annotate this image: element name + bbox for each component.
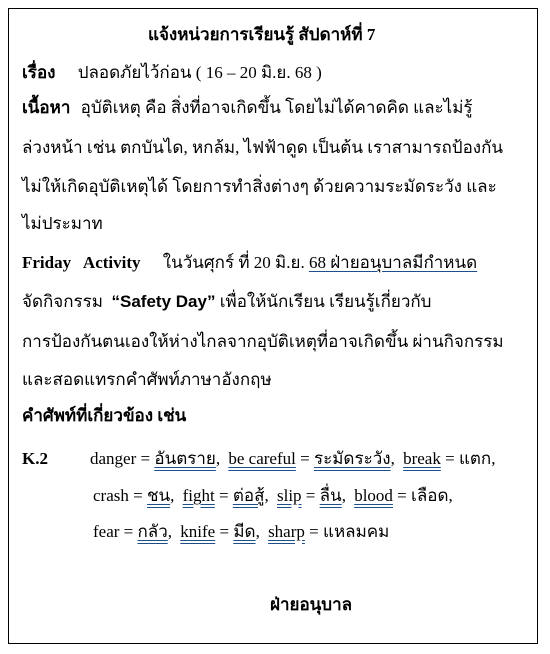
vocab-level: K.2 bbox=[22, 449, 48, 468]
vocab-th: ต่อสู้ bbox=[232, 486, 265, 505]
vocab-en: break bbox=[403, 449, 441, 468]
friday-line-4: และสอดแทรกคำศัพท์ภาษาอังกฤษ bbox=[22, 370, 272, 389]
friday-line-1 bbox=[22, 252, 477, 274]
signature: ฝ่ายอนุบาล bbox=[270, 595, 353, 614]
content-line-4: ไม่ประมาท bbox=[22, 214, 103, 233]
vocab-row-2: crash = ชน, fight = ต่อสู้, slip = ลื่น, blood = เลือด, bbox=[93, 486, 453, 505]
friday-intro: ในวันศุกร์ ที่ 20 มิ.ย. bbox=[162, 253, 309, 272]
vocab-th: แหลมคม bbox=[322, 522, 390, 541]
vocab-row-3: fear = กลัว, knife = มีด, sharp = แหลมคม bbox=[93, 522, 390, 541]
content-line-2: ล่วงหน้า เช่น ตกบันได, หกล้ม, ไฟฟ้าดูด เป็นต้น เราสามารถป้องกัน bbox=[22, 138, 503, 157]
vocab-en: slip bbox=[276, 486, 302, 505]
content-label: เนื้อหา bbox=[22, 98, 71, 117]
friday-line2-post: เพื่อให้นักเรียน เรียนรู้เกี่ยวกับ bbox=[215, 292, 432, 311]
vocab-en: be careful bbox=[228, 449, 296, 468]
topic-label: เรื่อง bbox=[22, 63, 56, 82]
friday-line2-pre: จัดกิจกรรม bbox=[22, 292, 112, 311]
vocab-th: ระมัดระวัง bbox=[313, 449, 391, 468]
vocab-th: เลือด bbox=[411, 486, 449, 505]
vocab-en: blood bbox=[354, 486, 393, 505]
content-line-1 bbox=[22, 97, 473, 119]
friday-label: Friday Activity bbox=[22, 253, 141, 272]
vocab-th: มีด bbox=[233, 522, 256, 541]
vocab-th: แตก bbox=[458, 449, 492, 468]
content-line-3: ไม่ให้เกิดอุบัติเหตุได้ โดยการทำสิ่งต่างๆ ด้วยความระมัดระวัง และ bbox=[22, 177, 497, 196]
vocab-en: knife bbox=[180, 522, 216, 541]
vocab-th: กลัว bbox=[137, 522, 168, 541]
vocab-th: อันตราย bbox=[154, 449, 216, 468]
vocab-th: ชน bbox=[146, 486, 171, 505]
vocab-heading: คำศัพท์ที่เกี่ยวข้อง เช่น bbox=[22, 406, 187, 425]
friday-org: ฝ่ายอนุบาลมีกำหนด bbox=[325, 253, 478, 272]
friday-year: 68 bbox=[308, 253, 326, 272]
vocab-en: danger bbox=[90, 449, 137, 468]
friday-line-2 bbox=[22, 291, 431, 313]
vocab-en: crash bbox=[93, 486, 129, 505]
friday-line-3: การป้องกันตนเองให้ห่างไกลจากอุบัติเหตุที่อาจเกิดขึ้น ผ่านกิจกรรม bbox=[22, 332, 504, 351]
vocab-th: ลื่น bbox=[319, 486, 342, 505]
vocab-row-1: danger = อันตราย, be careful = ระมัดระวัง, break = แตก, bbox=[90, 449, 496, 468]
vocab-en: fear bbox=[93, 522, 120, 541]
vocab-en: fight bbox=[182, 486, 215, 505]
vocab-en: sharp bbox=[268, 522, 305, 541]
content-text-1: อุบัติเหตุ คือ สิ่งที่อาจเกิดขึ้น โดยไม่ได้คาดคิด และไม่รู้ bbox=[80, 98, 473, 117]
topic-line bbox=[22, 62, 322, 84]
topic-value: ปลอดภัยไว้ก่อน ( 16 – 20 มิ.ย. 68 ) bbox=[77, 63, 322, 82]
event-name: “Safety Day” bbox=[111, 292, 216, 311]
page-title: แจ้งหน่วยการเรียนรู้ สัปดาห์ที่ 7 bbox=[148, 25, 376, 44]
